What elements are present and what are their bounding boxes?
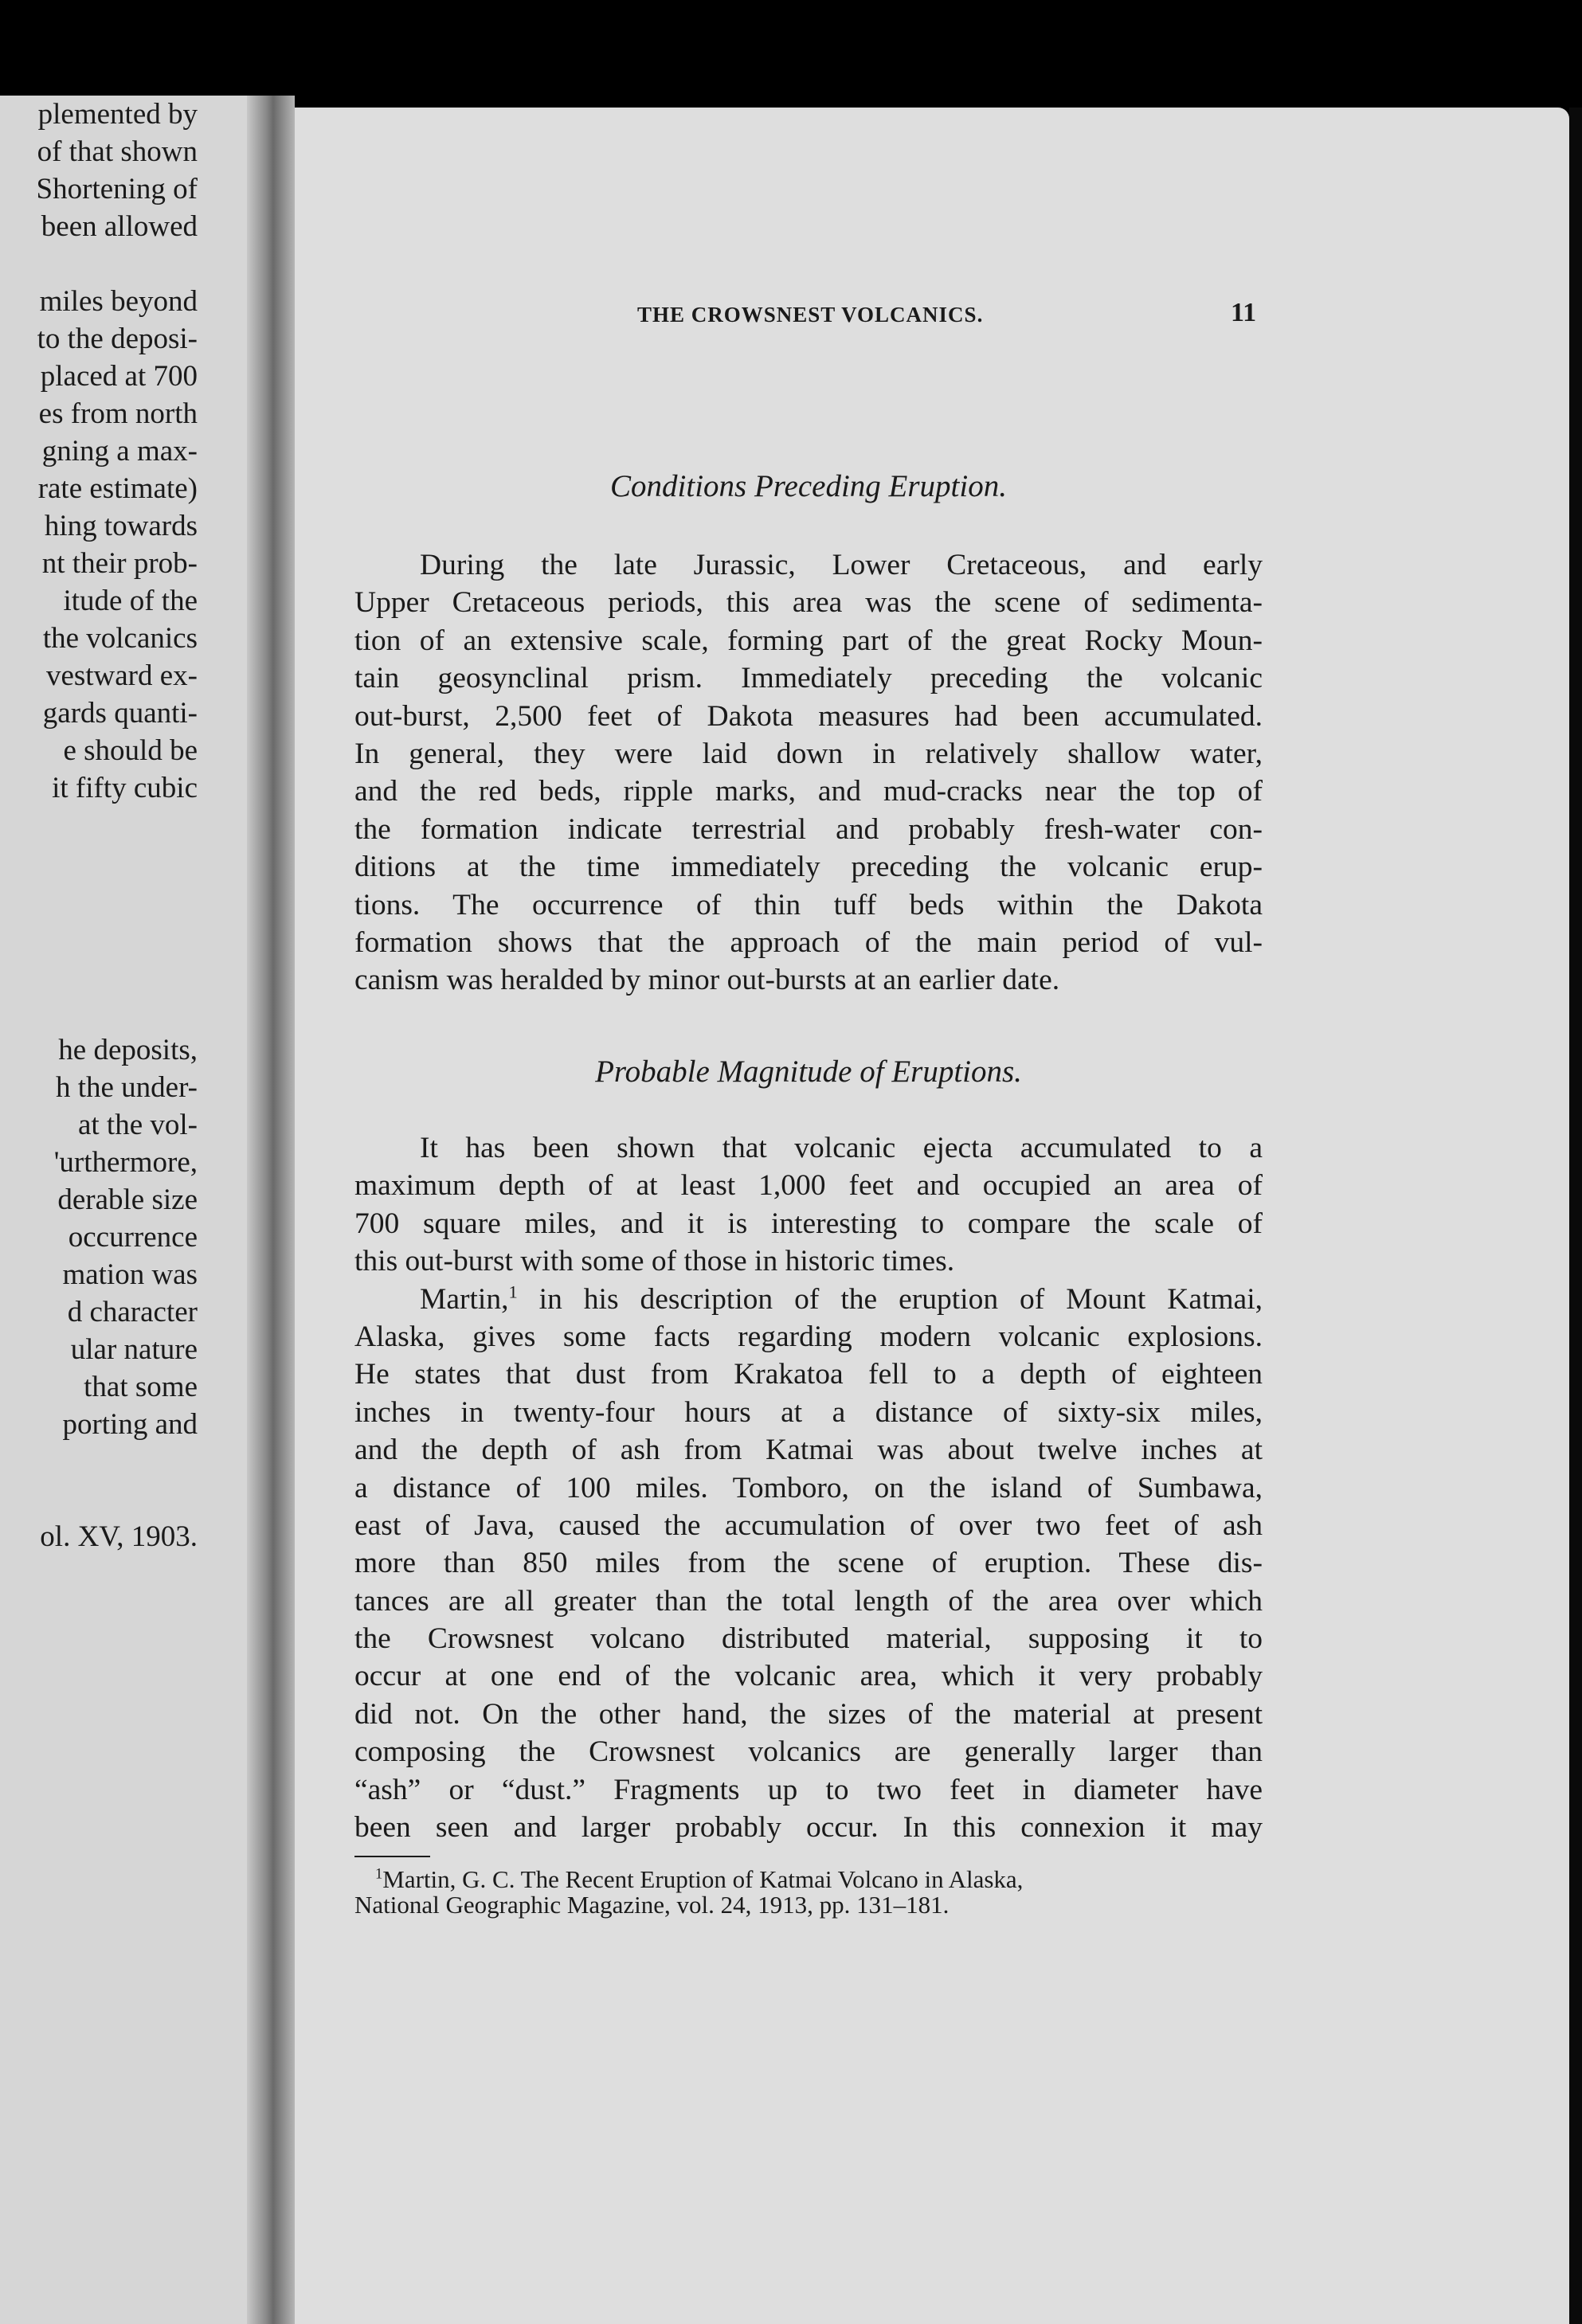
body-text: in his description of the eruption of Mount Katmai, — [517, 1282, 1263, 1316]
body-line: tain geosynclinal prism. Immediately preceding the volcanic — [354, 662, 1263, 695]
body-line: the Crowsnest volcano distributed material, supposing it to — [354, 1622, 1263, 1656]
body-line: composing the Crowsnest volcanics are generally larger than — [354, 1735, 1263, 1769]
left-page-line: h the under- — [55, 1071, 198, 1104]
body-line: been seen and larger probably occur. In this connexion it may — [354, 1811, 1263, 1845]
body-line: more than 850 miles from the scene of eruption. These dis- — [354, 1547, 1263, 1580]
footnote-rule — [354, 1856, 430, 1857]
left-page-line: ular nature — [70, 1333, 198, 1366]
page-edge-shadow — [1569, 108, 1582, 2324]
body-line: and the depth of ash from Katmai was about twelve inches at — [354, 1434, 1263, 1467]
body-line — [354, 1281, 1263, 1318]
left-page-line — [0, 957, 198, 994]
body-line: “ash” or “dust.” Fragments up to two feet in diameter have — [354, 1773, 1263, 1806]
left-page-line: gning a max- — [41, 435, 198, 468]
left-page — [0, 96, 279, 2324]
left-page-line: of that shown — [37, 135, 198, 168]
left-page-line: gards quanti- — [42, 697, 198, 730]
body-line: Alaska, gives some facts regarding modern volcanic explosions. — [354, 1320, 1263, 1353]
body-line: east of Java, caused the accumulation of over two feet of ash — [354, 1508, 1263, 1542]
body-line: tions. The occurrence of thin tuff beds within the Dakota — [354, 888, 1263, 921]
left-page-line — [0, 844, 198, 882]
left-page-line: derable size — [57, 1184, 198, 1216]
left-page-line: itude of the — [63, 585, 198, 617]
left-page-line — [0, 919, 198, 957]
body-line: It has been shown that volcanic ejecta accumulated to a — [420, 1132, 1263, 1164]
body-line: and the red beds, ripple marks, and mud-cracks near the top of — [354, 775, 1263, 808]
footnote-reference: 1 — [508, 1281, 518, 1302]
body-line: canism was heralded by minor out-bursts at an earlier date. — [354, 964, 1060, 997]
left-page-line — [0, 245, 198, 283]
left-page-line: 'urthermore, — [53, 1146, 198, 1179]
left-page-line: it fifty cubic — [52, 772, 198, 804]
section-magnitude-body — [354, 1129, 1263, 1846]
body-line: this out-burst with some of those in historic times. — [354, 1245, 955, 1278]
left-page-line: the volcanics — [42, 622, 198, 655]
left-page-line: occurrence — [68, 1221, 198, 1254]
left-page-line: at the vol- — [77, 1109, 198, 1141]
left-page-line: porting and — [62, 1408, 198, 1441]
left-page-line: to the deposi- — [37, 323, 198, 355]
left-page-line: es from north — [38, 397, 198, 430]
footnote — [354, 1867, 1263, 1918]
body-line: tion of an extensive scale, forming part of the great Rocky Moun- — [354, 624, 1263, 657]
body-line: Upper Cretaceous periods, this area was the scene of sedimenta- — [354, 586, 1263, 620]
left-page-line: Shortening of — [36, 173, 198, 205]
section-title-magnitude: Probable Magnitude of Eruptions. — [595, 1054, 1022, 1089]
running-head: THE CROWSNEST VOLCANICS. — [637, 303, 984, 327]
left-page-line: been allowed — [41, 210, 198, 243]
left-page-line: rate estimate) — [37, 472, 198, 505]
body-line: a distance of 100 miles. Tomboro, on the island of Sumbawa, — [354, 1471, 1263, 1504]
left-page-line — [0, 807, 198, 844]
body-line: occur at one end of the volcanic area, which it very probably — [354, 1660, 1263, 1693]
body-line: inches in twenty-four hours at a distance of sixty-six miles, — [354, 1395, 1263, 1429]
left-page-line: e should be — [63, 734, 198, 767]
left-page-line: ol. XV, 1903. — [40, 1520, 198, 1553]
left-page-line — [0, 882, 198, 919]
footnote-line-2: National Geographic Magazine, vol. 24, 1913, pp. 131–181. — [354, 1891, 950, 1919]
left-page-line — [0, 1481, 198, 1518]
left-page-line: vestward ex- — [45, 659, 198, 692]
body-text: Martin, — [420, 1282, 509, 1316]
body-line: did not. On the other hand, the sizes of the material at present — [354, 1697, 1263, 1731]
left-page-line: plemented by — [37, 98, 198, 131]
page-number: 11 — [1231, 298, 1257, 327]
left-page-text — [0, 96, 198, 1555]
body-line: He states that dust from Krakatoa fell to a depth of eighteen — [354, 1358, 1263, 1391]
left-page-line — [0, 994, 198, 1031]
left-page-line — [0, 1443, 198, 1481]
body-line: formation shows that the approach of the main period of vul- — [354, 925, 1263, 959]
body-line: In general, they were laid down in relatively shallow water, — [354, 737, 1263, 770]
left-page-line: mation was — [62, 1258, 198, 1291]
left-page-line: he deposits, — [58, 1034, 198, 1066]
body-line: out-burst, 2,500 feet of Dakota measures had been accumulated. — [354, 699, 1263, 733]
left-page-line: nt their prob- — [41, 547, 198, 580]
left-page-line: placed at 700 — [40, 360, 198, 393]
body-line: tances are all greater than the total length of the area over which — [354, 1584, 1263, 1618]
section-title-conditions: Conditions Preceding Eruption. — [610, 469, 1007, 503]
left-page-line: d character — [67, 1296, 198, 1328]
book-gutter — [247, 96, 295, 2324]
body-line: 700 square miles, and it is interesting to compare the scale of — [354, 1207, 1263, 1240]
left-page-line: that some — [84, 1371, 198, 1403]
body-line: maximum depth of at least 1,000 feet and occupied an area of — [354, 1169, 1263, 1203]
body-line: the formation indicate terrestrial and probably fresh-water con- — [354, 812, 1263, 846]
body-line: ditions at the time immediately preceding the volcanic erup- — [354, 851, 1263, 884]
left-page-line: hing towards — [44, 510, 198, 542]
left-page-line: miles beyond — [39, 285, 198, 318]
footnote-line-1: Martin, G. C. The Recent Eruption of Katmai Volcano in Alaska, — [382, 1865, 1024, 1893]
section-conditions-body — [354, 546, 1263, 1000]
footnote-marker: 1 — [375, 1865, 383, 1883]
body-line: During the late Jurassic, Lower Cretaceous, and early — [420, 549, 1263, 581]
